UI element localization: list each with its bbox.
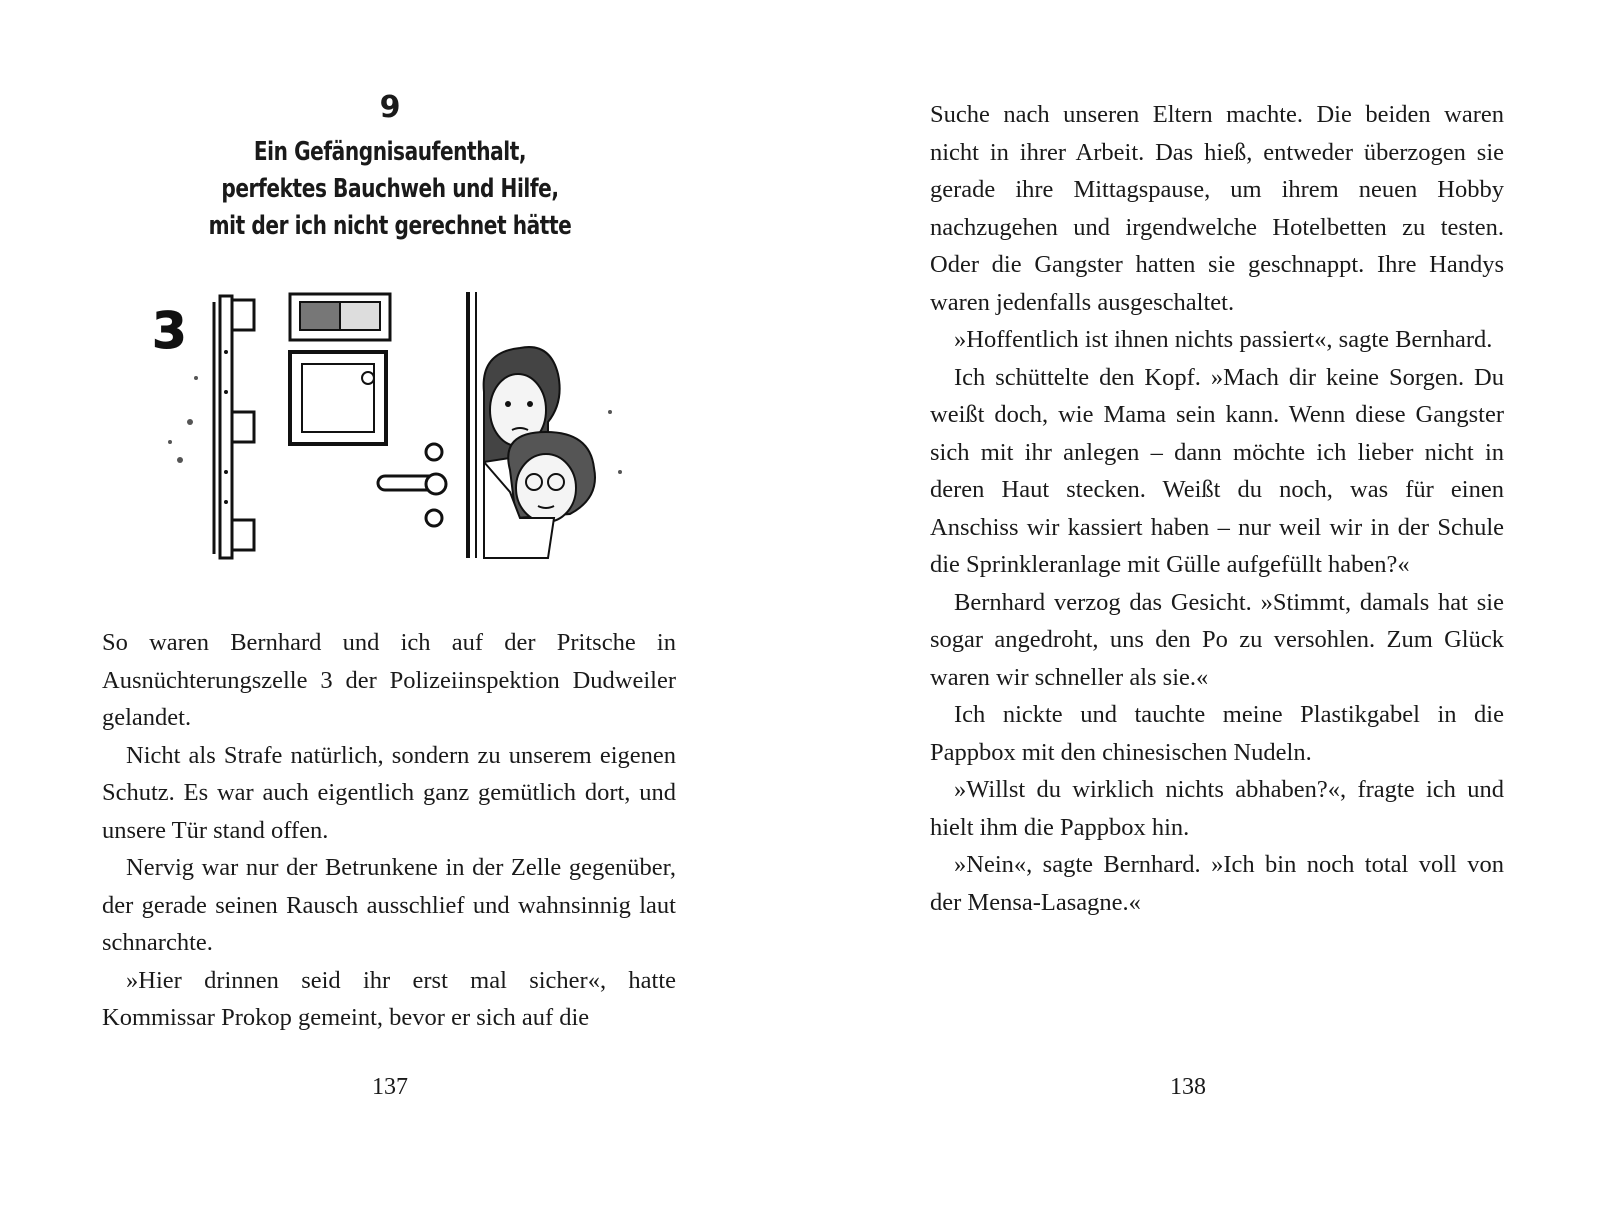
paragraph: »Hier drinnen seid ihr erst mal sicher«, hatte Kommissar Prokop gemeint, bevor er sich auf die — [102, 966, 676, 1031]
chapter-title-line: perfektes Bauchweh und Hilfe, — [221, 174, 559, 204]
chapter-title — [55, 134, 726, 245]
chapter-title-line: mit der ich nicht gerechnet hätte — [208, 211, 572, 241]
page-number: 137 — [372, 1074, 408, 1100]
paragraph: Ich nickte und tauchte meine Plastikgabel in die Pappbox mit den chinesischen Nudeln. — [930, 701, 1504, 766]
right-page — [800, 0, 1600, 1227]
paragraph: Bernhard verzog das Gesicht. »Stimmt, damals hat sie sogar angedroht, uns den Po zu versohlen. Zum Glück waren wir schneller als sie.« — [930, 588, 1504, 691]
paragraph: Nicht als Strafe natürlich, sondern zu unserem eigenen Schutz. Es war auch eigentlich ganz gemütlich dort, und unsere Tür stand offen. — [102, 741, 676, 844]
right-page-body — [930, 96, 1504, 921]
chapter-number: 9 — [379, 90, 401, 125]
page-number: 138 — [1170, 1074, 1206, 1100]
paragraph: »Willst du wirklich nichts abhaben?«, fragte ich und hielt ihm die Pappbox hin. — [930, 776, 1504, 841]
paragraph: Suche nach unseren Eltern machte. Die beiden waren nicht in ihrer Arbeit. Das hieß, entweder überzogen sie gerade ihre Mittagspause, um ihrem neuen Hobby nachzugehen und irgendwelche Hotelbetten zu testen. Oder die Gangster hatten sie geschnappt. Ihre Handys waren jedenfalls ausgeschaltet. — [930, 101, 1504, 316]
jail-cell-illustration — [150, 292, 640, 572]
chapter-title-line: Ein Gefängnisaufenthalt, — [253, 137, 527, 167]
cell-number-label: 3 — [152, 302, 187, 360]
paragraph: So waren Bernhard und ich auf der Pritsche in Ausnüchterungszelle 3 der Polizeiinspektion Dudweiler gelandet. — [102, 629, 676, 731]
paragraph: »Nein«, sagte Bernhard. »Ich bin noch total voll von der Mensa-Lasagne.« — [930, 851, 1504, 916]
left-page-body — [102, 624, 676, 1037]
jail-cell-door-icon — [150, 292, 640, 572]
paragraph: Nervig war nur der Betrunkene in der Zelle gegenüber, der gerade seinen Rausch ausschlief und wahnsinnig laut schnarchte. — [102, 854, 676, 956]
paragraph: Ich schüttelte den Kopf. »Mach dir keine Sorgen. Du weißt doch, wie Mama sein kann. Wenn diese Gangster sich mit ihr anlegen – dann möchte ich lieber nicht in deren Haut stecken. Weißt du noch, was für einen Anschiss wir kassiert haben – nur weil wir in der Schule die Sprinkleranlage mit Gülle aufgefüllt haben?« — [930, 363, 1504, 578]
paragraph: »Hoffentlich ist ihnen nichts passiert«, sagte Bernhard. — [954, 326, 1493, 353]
